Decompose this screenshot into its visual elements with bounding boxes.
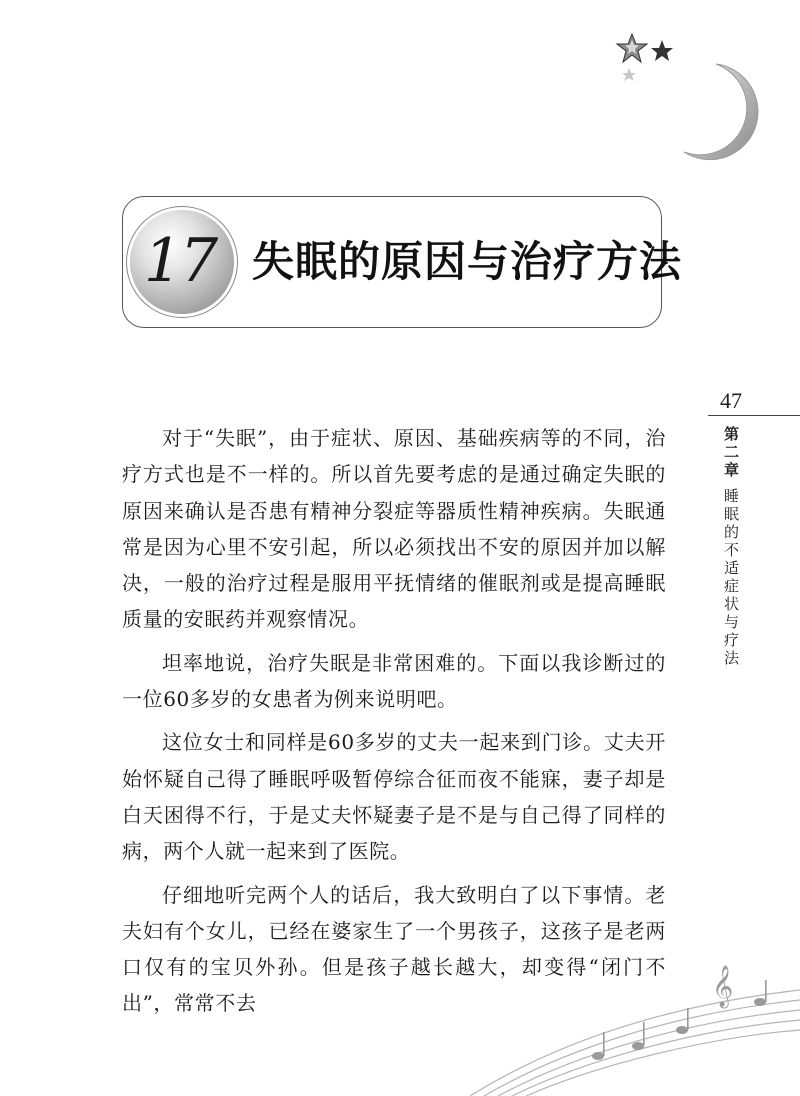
page-title: 失眠的原因与治疗方法	[252, 237, 683, 286]
stars-icon	[612, 30, 682, 90]
chapter-number: 17	[143, 226, 217, 296]
paragraph: 这位女士和同样是60多岁的丈夫一起来到门诊。丈夫开始怀疑自己得了睡眠呼吸暂停综合征而夜不能寐，妻子却是白天困得不行，于是丈夫怀疑妻子是不是与自己得了同样的病，两个人就一起来到了医院。	[122, 730, 666, 864]
crescent-moon-icon	[676, 62, 766, 162]
chapter-number-badge	[130, 210, 234, 314]
paragraph: 坦率地说，治疗失眠是非常困难的。下面以我诊断过的一位60多岁的女患者为例来说明吧。	[122, 650, 666, 712]
running-chapter-label: 第二章	[722, 426, 740, 480]
running-section-label: 睡眠的不适症状与疗法	[722, 488, 740, 668]
page-number: 47	[720, 388, 742, 413]
svg-text:𝄞: 𝄞	[712, 966, 734, 1007]
paragraph: 仔细地听完两个人的话后，我大致明白了以下事情。老夫妇有个女儿，已经在婆家生了一个男孩子，这孩子是老两口仅有的宝贝外孙。但是孩子越长越大，却变得“闭门不出”，常常不去	[122, 882, 666, 1016]
header-rule	[708, 415, 800, 416]
body-text	[122, 420, 666, 1029]
paragraph: 对于“失眠”，由于症状、原因、基础疾病等的不同，治疗方式也是不一样的。所以首先要考虑的是通过确定失眠的原因来确认是否患有精神分裂症等器质性精神疾病。失眠通常是因为心里不安引起，所以必须找出不安的原因并加以解决，一般的治疗过程是服用平抚情绪的催眠剂或是提高睡眠质量的安眠药并观察情况。	[122, 426, 666, 632]
